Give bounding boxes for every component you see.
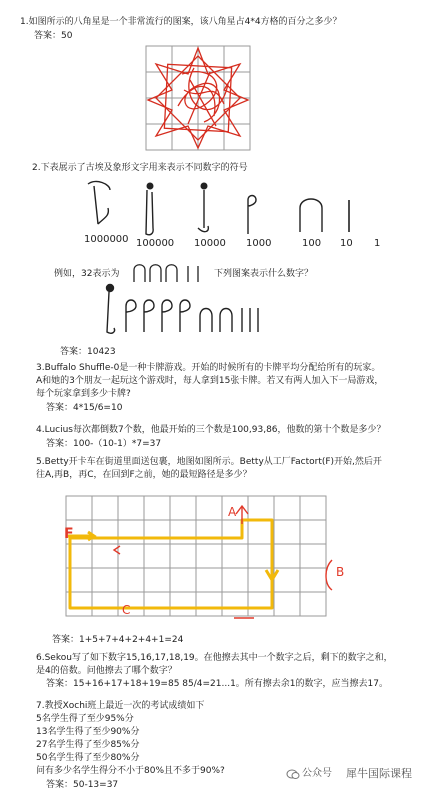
q7-answer: 答案：50-13=37 — [46, 780, 119, 790]
glyph-label-10: 10 — [340, 238, 353, 249]
q2-intro: 2.下表展示了古埃及象形文字用来表示不同数字的符号 — [32, 163, 248, 173]
glyph-label-10000: 10000 — [194, 238, 226, 249]
wechat-public-icon — [286, 768, 300, 780]
hieroglyph-100-icon — [296, 196, 328, 236]
q5-answer: 答案：1+5+7+4+2+4+1=24 — [52, 635, 184, 645]
glyph-label-100: 100 — [302, 238, 322, 249]
watermark-brand: 犀牛国际课程 — [346, 767, 412, 780]
q7-line-4: 27名学生得了至少85%分 — [36, 740, 140, 750]
hieroglyph-1000-icon — [240, 190, 260, 238]
q6-answer: 答案：15+16+17+18+19=85 85/4=21...1。所有擦去余1的数字，应当擦去17。 — [46, 679, 388, 689]
q3-line-3: 每个玩家拿到多少卡牌? — [36, 389, 131, 399]
hieroglyph-10000-icon — [194, 178, 214, 238]
q2-puzzle-glyphs — [100, 282, 270, 338]
map-label-f: F — [64, 526, 74, 542]
q7-line-2: 5名学生得了至少95%分 — [36, 714, 134, 724]
q2-example-prefix: 例如，32表示为 — [54, 269, 120, 279]
glyph-label-100000: 100000 — [136, 238, 175, 249]
map-label-a: A — [228, 505, 237, 519]
street-map — [64, 494, 348, 624]
q1-answer: 答案：50 — [34, 31, 73, 41]
q4-answer: 答案：100-（10-1）*7=37 — [46, 439, 162, 449]
q5-line-1: 5.Betty开卡车在街道里面送包裹，地图如图所示。Betty从工厂Factort(F)开始,然后开 — [36, 457, 382, 467]
q5-line-2: 往A,再B，再C，在回到F之前，她的最短路径是多少？ — [36, 470, 252, 480]
q6-line-2: 是4的倍数。问他擦去了哪个数字？ — [36, 666, 177, 676]
q7-line-3: 13名学生得了至少90%分 — [36, 727, 140, 737]
q4-question: 4.Lucius每次都倒数7个数，他最开始的三个数是100,93,86，他数的第十个数是多少？ — [36, 425, 386, 435]
map-label-c: C — [122, 603, 131, 617]
q7-line-5: 50名学生得了至少80%分 — [36, 753, 140, 763]
hieroglyph-100000-icon — [140, 178, 160, 238]
glyph-label-1: 1 — [374, 238, 381, 249]
watermark-label: 公众号 — [302, 768, 332, 779]
hieroglyph-million-icon — [84, 178, 114, 228]
q2-answer: 答案：10423 — [60, 347, 116, 357]
q7-line-6: 问有多少名学生得分不小于80%且不多于90%? — [36, 766, 225, 776]
map-label-b: B — [336, 565, 345, 579]
hieroglyph-1-icon — [344, 198, 354, 234]
q1-question: 1.如图所示的八角星是一个非常流行的图案，该八角星占4*4方格的百分之多少？ — [20, 17, 342, 27]
q3-answer: 答案：4*15/6=10 — [46, 403, 123, 413]
glyph-label-1000000: 1000000 — [84, 234, 129, 245]
example-32-glyphs — [132, 262, 208, 284]
octagram-figure — [144, 44, 252, 152]
q2-example-suffix: 下列图案表示什么数字？ — [214, 269, 314, 279]
q7-line-1: 7.教授Xochi班上最近一次的考试成绩如下 — [36, 701, 205, 711]
q3-line-1: 3.Buffalo Shuffle-0是一种卡牌游戏。开始的时候所有的卡牌平均分配给所有的玩家。 — [36, 363, 381, 373]
q3-line-2: A和她的3个朋友一起玩这个游戏时，每人拿到15张卡牌。若又有两人加入下一局游戏， — [36, 376, 384, 386]
q6-line-1: 6.Sekou写了如下数字15,16,17,18,19。在他擦去其中一个数字之后，剩下的数字之和， — [36, 653, 393, 663]
glyph-label-1000: 1000 — [246, 238, 272, 249]
